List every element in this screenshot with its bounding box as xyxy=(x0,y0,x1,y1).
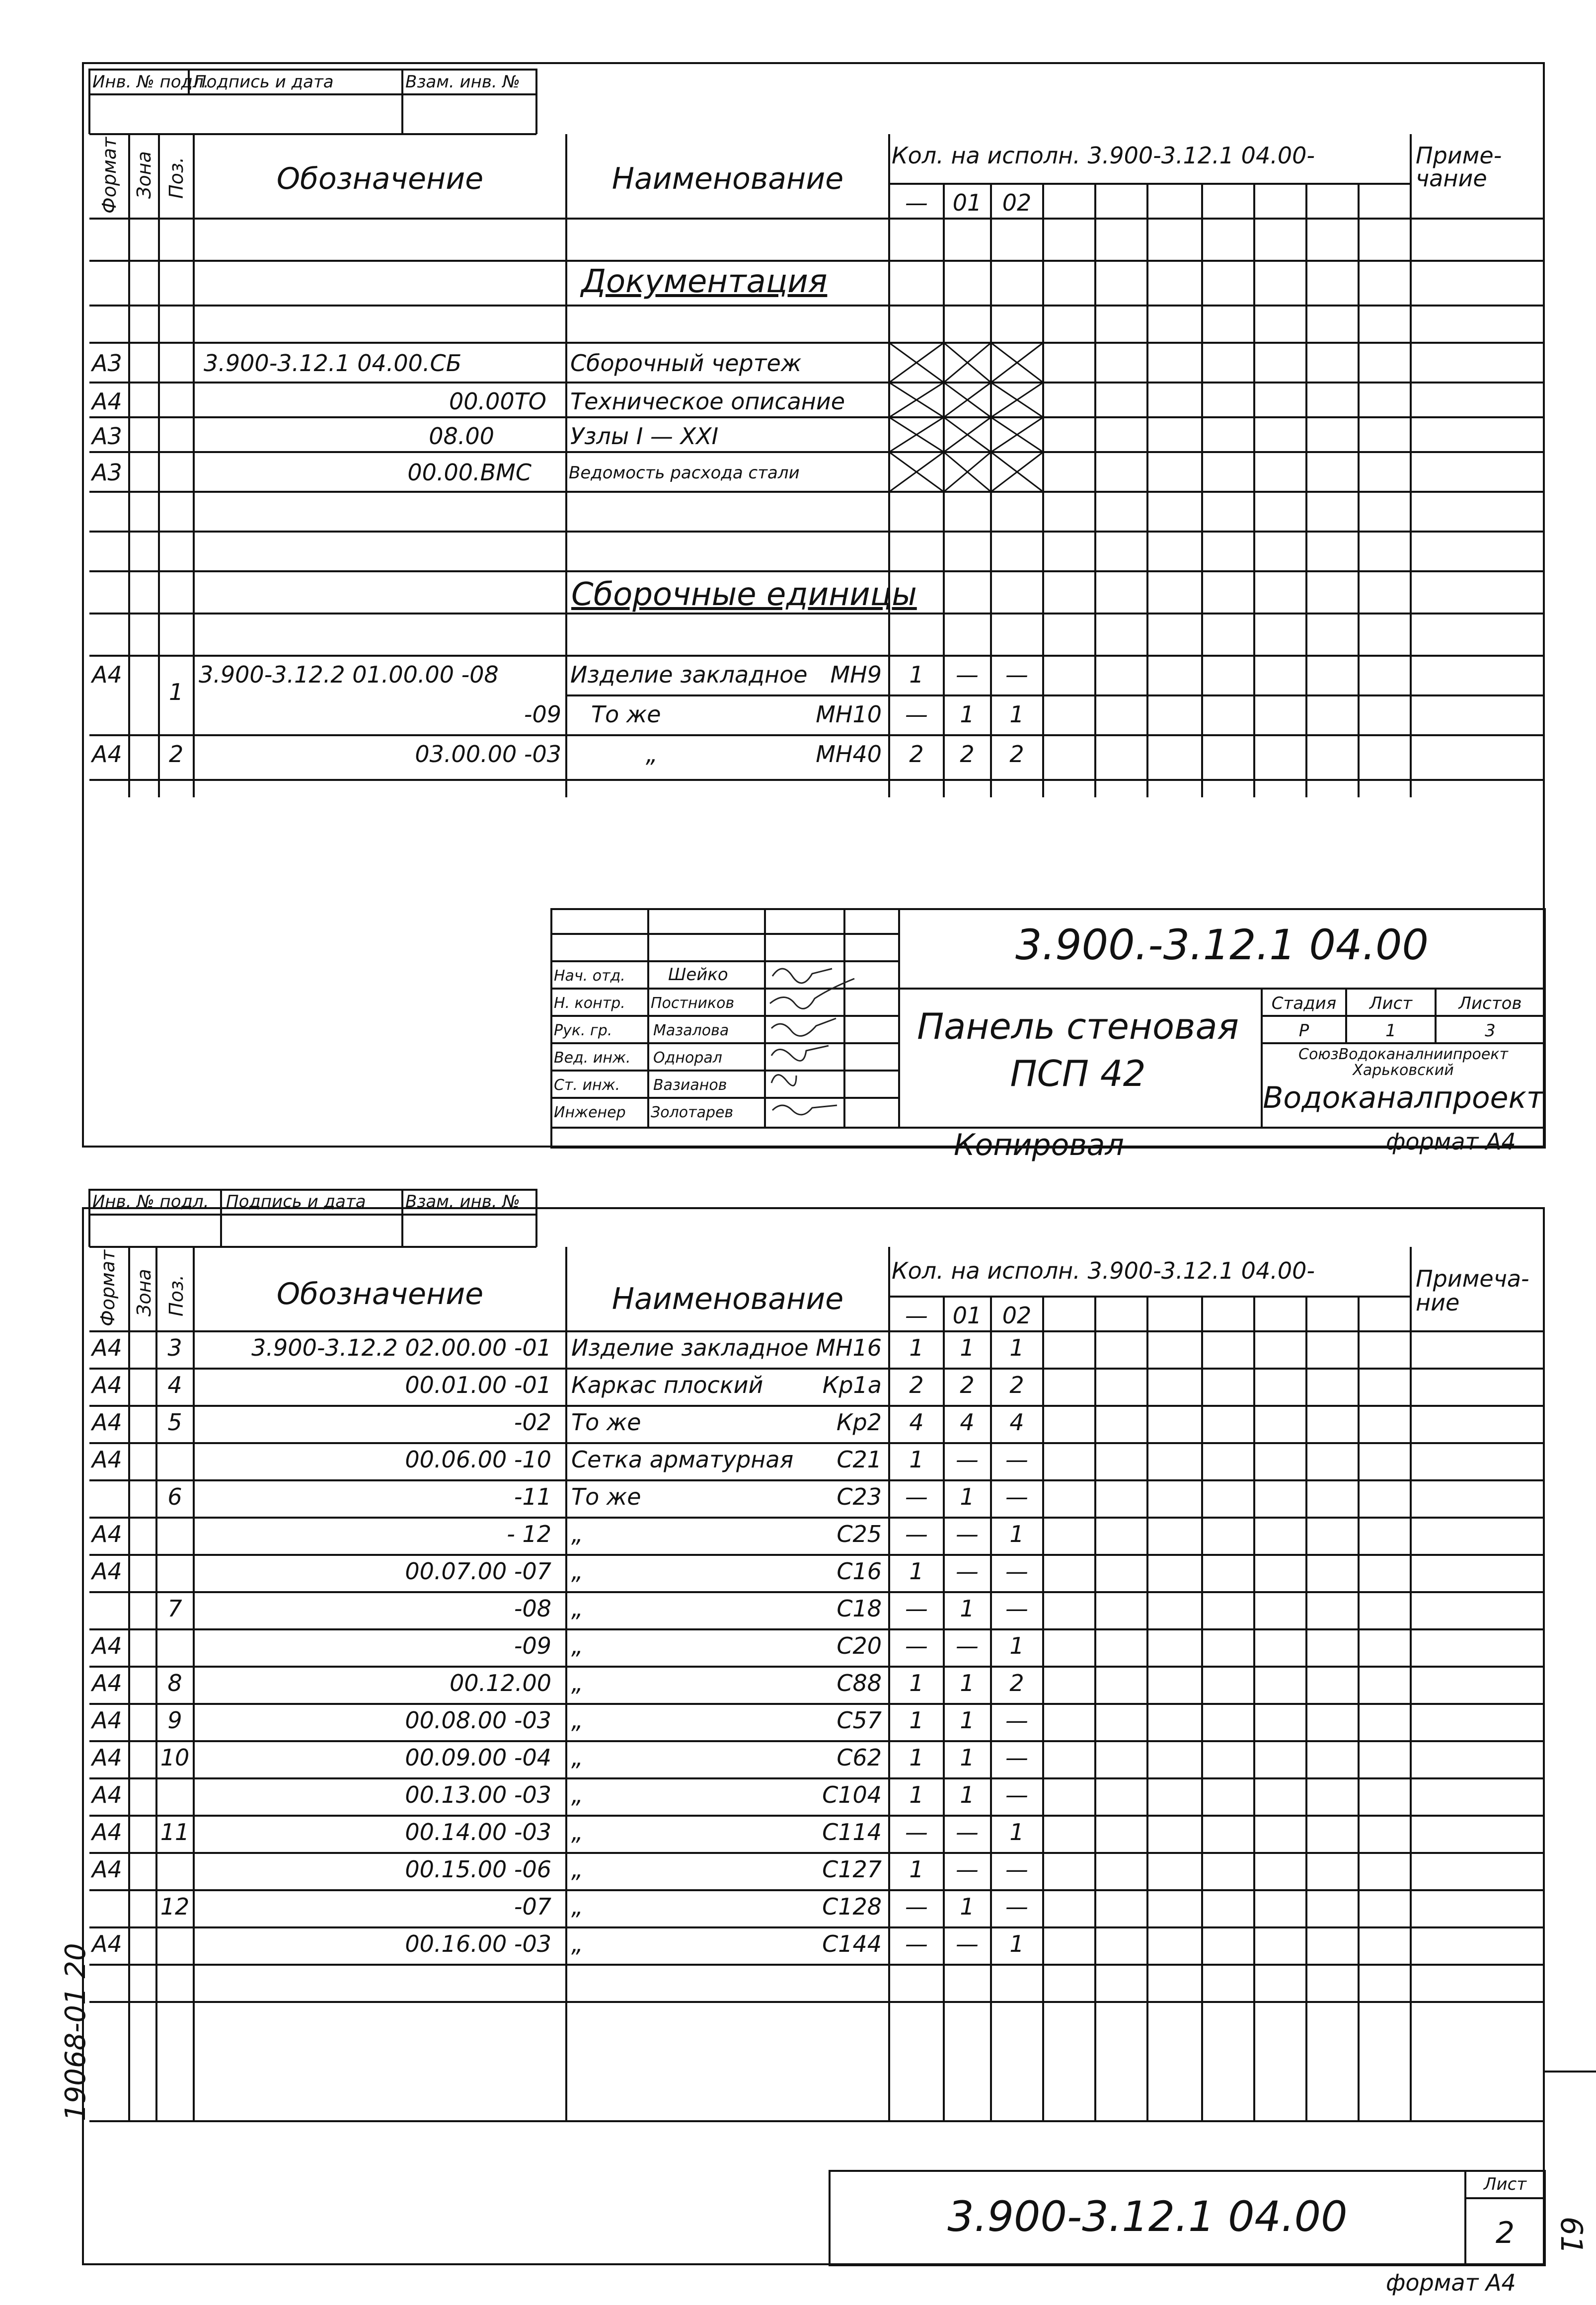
title-block-title-2: ПСП 42 xyxy=(1010,1053,1146,1094)
corner-page-number: 61 xyxy=(1554,2216,1589,2255)
row-qty: 1 xyxy=(909,1446,924,1473)
row-designation: 00.16.00 -03 xyxy=(405,1930,551,1957)
row-qty: — xyxy=(905,1595,928,1622)
unit-name: То же xyxy=(591,701,661,728)
row-designation: -02 xyxy=(514,1409,551,1436)
row-format: А4 xyxy=(92,1707,122,1734)
row-name: То же xyxy=(571,1483,641,1510)
row-pos: 12 xyxy=(160,1893,190,1920)
row-designation: 00.07.00 -07 xyxy=(405,1558,551,1585)
row-qty: 1 xyxy=(960,1483,975,1510)
doc-name: Сборочный чертеж xyxy=(570,350,802,377)
row-mark: С114 xyxy=(822,1819,882,1845)
unit-designation: 03.00.00 -03 xyxy=(415,741,561,768)
row-qty: — xyxy=(956,1558,979,1585)
unit-name: Изделие закладное xyxy=(570,661,808,688)
doc-format: А3 xyxy=(92,350,122,377)
stage-label: Стадия xyxy=(1271,994,1337,1013)
staff-name: Однорал xyxy=(653,1049,722,1067)
row-name: „ xyxy=(571,1521,583,1547)
row-qty: 4 xyxy=(960,1409,975,1436)
doc-designation: 08.00 xyxy=(429,423,494,450)
title-block-title-1: Панель стеновая xyxy=(917,1005,1239,1047)
row-format: А4 xyxy=(92,1558,122,1585)
doc-name: Техническое описание xyxy=(570,388,845,415)
staff-name: Шейко xyxy=(668,965,728,985)
row-qty: 1 xyxy=(960,1893,975,1920)
unit-qty: 2 xyxy=(960,741,975,768)
doc-name: Ведомость расхода стали xyxy=(569,463,800,483)
row-qty: 1 xyxy=(909,1856,924,1883)
row-qty: 1 xyxy=(909,1558,924,1585)
row-qty: — xyxy=(905,1893,928,1920)
footer-sheet-value: 2 xyxy=(1495,2216,1515,2250)
row-designation: 3.900-3.12.2 02.00.00 -01 xyxy=(251,1334,551,1361)
row-mark: МН16 xyxy=(816,1334,882,1361)
unit-qty: 1 xyxy=(909,661,924,688)
row-name: То же xyxy=(571,1409,641,1436)
row-designation: 00.13.00 -03 xyxy=(405,1781,551,1808)
row-name: „ xyxy=(571,1558,583,1585)
unit-pos: 1 xyxy=(169,679,184,705)
staff-role: Нач. отд. xyxy=(554,967,625,985)
sheet-value: 1 xyxy=(1385,1021,1396,1041)
row-format: А4 xyxy=(92,1856,122,1883)
qty-sub-01: 01 xyxy=(952,189,982,216)
copied-label: Копировал xyxy=(954,1128,1124,1162)
col-qty-header: Кол. на исполн. 3.900-3.12.1 04.00- xyxy=(892,1257,1315,1284)
row-pos: 3 xyxy=(167,1334,182,1361)
row-format: А4 xyxy=(92,1781,122,1808)
col-note-header: Примеча-ние xyxy=(1416,1265,1529,1316)
replace-inv-label: Взам. инв. № xyxy=(405,72,520,92)
unit-name: „ xyxy=(646,741,658,768)
row-name: „ xyxy=(571,1781,583,1808)
doc-format: А4 xyxy=(92,388,122,415)
row-qty: — xyxy=(905,1521,928,1547)
row-pos: 10 xyxy=(160,1744,190,1771)
qty-sub-02: 02 xyxy=(1002,1302,1032,1329)
row-mark: С18 xyxy=(836,1595,882,1622)
row-qty: 1 xyxy=(909,1744,924,1771)
row-qty: 1 xyxy=(909,1781,924,1808)
row-name: „ xyxy=(571,1819,583,1845)
row-mark: С128 xyxy=(822,1893,882,1920)
unit-mark: МН40 xyxy=(816,741,882,768)
unit-format: А4 xyxy=(92,661,122,688)
row-mark: С21 xyxy=(836,1446,882,1473)
row-format: А4 xyxy=(92,1670,122,1696)
row-qty: — xyxy=(905,1483,928,1510)
row-mark: С144 xyxy=(822,1930,882,1957)
row-qty: 1 xyxy=(960,1744,975,1771)
row-qty: — xyxy=(956,1856,979,1883)
row-name: Каркас плоский xyxy=(571,1372,763,1398)
row-pos: 4 xyxy=(167,1372,182,1398)
row-format: А4 xyxy=(92,1446,122,1473)
sign-date-label: Подпись и дата xyxy=(226,1192,366,1212)
row-qty: 1 xyxy=(1009,1521,1024,1547)
unit-qty: 2 xyxy=(1009,741,1024,768)
row-designation: 00.15.00 -06 xyxy=(405,1856,551,1883)
row-designation: 00.09.00 -04 xyxy=(405,1744,551,1771)
unit-format: А4 xyxy=(92,741,122,768)
row-qty: — xyxy=(1005,1595,1028,1622)
col-name-header: Наименование xyxy=(611,161,844,196)
col-pos-header: Поз. xyxy=(165,1274,187,1316)
row-qty: 1 xyxy=(960,1334,975,1361)
col-zone-header: Зона xyxy=(133,151,155,199)
row-mark: С88 xyxy=(836,1670,882,1696)
col-name-header: Наименование xyxy=(611,1282,844,1316)
row-qty: — xyxy=(956,1930,979,1957)
row-qty: — xyxy=(956,1521,979,1547)
row-qty: — xyxy=(905,1632,928,1659)
inv-no-label: Инв. № подл. xyxy=(92,1192,209,1212)
row-designation: -09 xyxy=(514,1632,551,1659)
row-name: „ xyxy=(571,1707,583,1734)
row-name: „ xyxy=(571,1930,583,1957)
qty-sub-01: 01 xyxy=(952,1302,982,1329)
row-pos: 8 xyxy=(167,1670,182,1696)
row-name: „ xyxy=(571,1893,583,1920)
unit-pos: 2 xyxy=(169,741,184,768)
unit-designation: -09 xyxy=(524,701,561,728)
row-qty: 1 xyxy=(909,1670,924,1696)
row-qty: — xyxy=(1005,1856,1028,1883)
row-qty: 1 xyxy=(960,1781,975,1808)
row-pos: 9 xyxy=(167,1707,182,1734)
row-qty: — xyxy=(956,1819,979,1845)
row-qty: 1 xyxy=(1009,1930,1024,1957)
qty-sub-base: — xyxy=(905,189,928,216)
footer-sheet-label: Лист xyxy=(1483,2174,1527,2194)
doc-format: А3 xyxy=(92,459,122,486)
row-mark: С104 xyxy=(822,1781,882,1808)
row-designation: 00.14.00 -03 xyxy=(405,1819,551,1845)
row-designation: 00.12.00 xyxy=(450,1670,551,1696)
unit-qty: 1 xyxy=(1009,701,1024,728)
section-assembly-units: Сборочные единицы xyxy=(571,576,917,613)
staff-role: Инженер xyxy=(554,1104,626,1121)
row-pos: 7 xyxy=(167,1595,182,1622)
col-designation-header: Обозначение xyxy=(276,161,484,196)
row-pos: 5 xyxy=(167,1409,182,1436)
row-format: А4 xyxy=(92,1409,122,1436)
inv-no-label: Инв. № подл. xyxy=(92,72,209,92)
row-mark: С25 xyxy=(836,1521,882,1547)
row-name: „ xyxy=(571,1856,583,1883)
col-pos-header: Поз. xyxy=(165,156,187,199)
format-label: формат А4 xyxy=(1386,2269,1516,2296)
qty-sub-base: — xyxy=(905,1302,928,1329)
sheets-label: Листов xyxy=(1458,994,1522,1013)
row-name: „ xyxy=(571,1595,583,1622)
qty-sub-02: 02 xyxy=(1002,189,1032,216)
org-line-1: СоюзВодоканалниипроект xyxy=(1298,1046,1508,1063)
row-format: А4 xyxy=(92,1521,122,1547)
row-qty: 1 xyxy=(1009,1632,1024,1659)
org-line-3: Водоканалпроект xyxy=(1263,1080,1544,1115)
row-qty: 2 xyxy=(909,1372,924,1398)
row-qty: 4 xyxy=(909,1409,924,1436)
section-documentation: Документация xyxy=(581,263,828,300)
stage-value: Р xyxy=(1298,1021,1309,1041)
row-designation: -07 xyxy=(514,1893,551,1920)
unit-designation: 3.900-3.12.2 01.00.00 -08 xyxy=(199,661,499,688)
sign-date-label: Подпись и дата xyxy=(194,72,334,92)
row-name: „ xyxy=(571,1744,583,1771)
org-line-2: Харьковский xyxy=(1353,1062,1454,1079)
staff-name: Золотарев xyxy=(651,1104,734,1121)
doc-designation: 00.00.ВМС xyxy=(407,459,532,486)
row-qty: — xyxy=(1005,1707,1028,1734)
staff-role: Рук. гр. xyxy=(554,1022,612,1039)
row-mark: Кр2 xyxy=(836,1409,882,1436)
row-qty: — xyxy=(1005,1893,1028,1920)
row-name: „ xyxy=(571,1670,583,1696)
doc-designation: 3.900-3.12.1 04.00.СБ xyxy=(204,350,462,377)
row-designation: - 12 xyxy=(507,1521,551,1547)
footer-code: 3.900-3.12.1 04.00 xyxy=(947,2192,1348,2241)
row-qty: 1 xyxy=(1009,1819,1024,1845)
title-block-code: 3.900.-3.12.1 04.00 xyxy=(1015,921,1429,969)
row-qty: — xyxy=(1005,1558,1028,1585)
staff-name: Постников xyxy=(651,995,735,1012)
row-mark: С62 xyxy=(836,1744,882,1771)
unit-qty: 1 xyxy=(960,701,975,728)
unit-qty: — xyxy=(905,701,928,728)
side-archive-number: 19068-01 20 xyxy=(60,1943,92,2121)
row-qty: — xyxy=(905,1930,928,1957)
row-qty: 2 xyxy=(960,1372,975,1398)
staff-name: Вазианов xyxy=(653,1076,727,1094)
row-format: А4 xyxy=(92,1819,122,1845)
row-mark: С57 xyxy=(836,1707,882,1734)
staff-role: Ст. инж. xyxy=(554,1076,620,1094)
row-format: А4 xyxy=(92,1334,122,1361)
unit-qty: — xyxy=(956,661,979,688)
row-qty: 1 xyxy=(960,1670,975,1696)
row-designation: 00.01.00 -01 xyxy=(405,1372,551,1398)
sheet-label: Лист xyxy=(1369,994,1413,1013)
row-qty: — xyxy=(1005,1483,1028,1510)
staff-role: Вед. инж. xyxy=(554,1049,631,1067)
row-pos: 11 xyxy=(160,1819,190,1845)
unit-qty: — xyxy=(1005,661,1028,688)
unit-mark: МН10 xyxy=(816,701,882,728)
row-mark: С20 xyxy=(836,1632,882,1659)
row-qty: 2 xyxy=(1009,1372,1024,1398)
row-format: А4 xyxy=(92,1372,122,1398)
row-name: „ xyxy=(571,1632,583,1659)
row-designation: -11 xyxy=(514,1483,551,1510)
row-qty: 2 xyxy=(1009,1670,1024,1696)
row-mark: Кр1а xyxy=(822,1372,882,1398)
row-designation: 00.08.00 -03 xyxy=(405,1707,551,1734)
row-pos: 6 xyxy=(167,1483,182,1510)
row-designation: 00.06.00 -10 xyxy=(405,1446,551,1473)
doc-format: А3 xyxy=(92,423,122,450)
replace-inv-label: Взам. инв. № xyxy=(405,1192,520,1212)
col-note-header: Приме-чание xyxy=(1416,142,1502,192)
row-qty: 1 xyxy=(1009,1334,1024,1361)
col-qty-header: Кол. на исполн. 3.900-3.12.1 04.00- xyxy=(892,142,1315,169)
signatures xyxy=(767,964,897,1128)
col-designation-header: Обозначение xyxy=(276,1277,484,1311)
row-qty: 1 xyxy=(909,1707,924,1734)
row-format: А4 xyxy=(92,1744,122,1771)
row-designation: -08 xyxy=(514,1595,551,1622)
doc-name: Узлы I — XXI xyxy=(570,423,719,450)
col-format-header: Формат xyxy=(97,1249,119,1326)
sheet-2 xyxy=(0,1167,1596,2305)
row-mark: С23 xyxy=(836,1483,882,1510)
col-format-header: Формат xyxy=(98,137,120,214)
row-qty: — xyxy=(956,1446,979,1473)
row-qty: — xyxy=(1005,1744,1028,1771)
unit-mark: МН9 xyxy=(830,661,882,688)
row-qty: 1 xyxy=(909,1334,924,1361)
doc-designation: 00.00ТО xyxy=(449,388,546,415)
row-qty: 1 xyxy=(960,1707,975,1734)
row-format: А4 xyxy=(92,1632,122,1659)
row-qty: 4 xyxy=(1009,1409,1024,1436)
row-mark: С16 xyxy=(836,1558,882,1585)
staff-role: Н. контр. xyxy=(554,995,625,1012)
row-qty: — xyxy=(956,1632,979,1659)
row-qty: — xyxy=(1005,1446,1028,1473)
row-name: Сетка арматурная xyxy=(571,1446,794,1473)
row-format: А4 xyxy=(92,1930,122,1957)
row-qty: 1 xyxy=(960,1595,975,1622)
row-name: Изделие закладное xyxy=(571,1334,809,1361)
sheets-value: 3 xyxy=(1485,1021,1496,1041)
format-label: формат А4 xyxy=(1386,1128,1516,1155)
row-qty: — xyxy=(905,1819,928,1845)
unit-qty: 2 xyxy=(909,741,924,768)
col-zone-header: Зона xyxy=(133,1269,155,1316)
row-qty: — xyxy=(1005,1781,1028,1808)
staff-name: Мазалова xyxy=(653,1022,729,1039)
row-mark: С127 xyxy=(822,1856,882,1883)
